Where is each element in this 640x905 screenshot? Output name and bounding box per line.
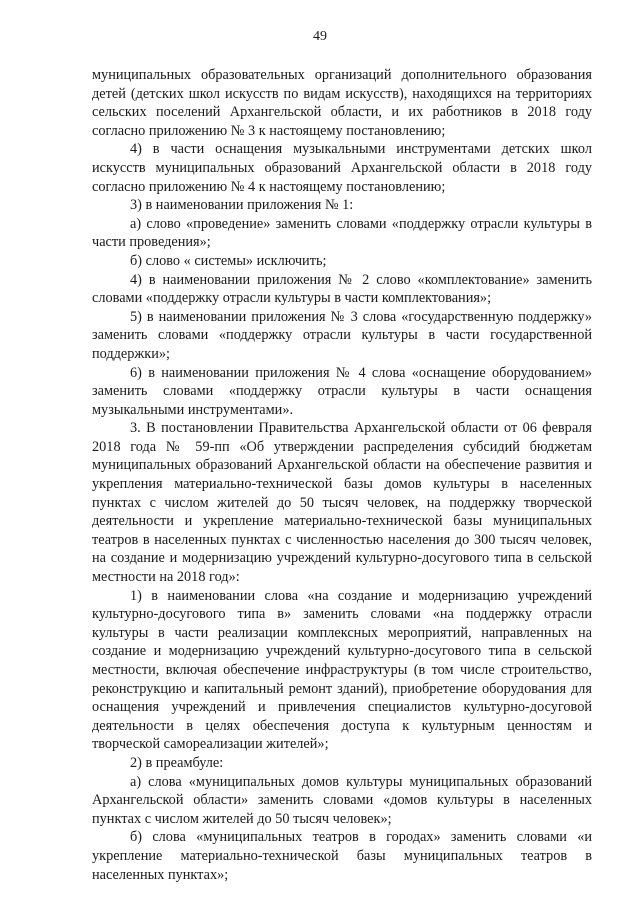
paragraph-item-5-appendix-3: 5) в наименовании приложения № 3 слова «государственную поддержку» заменить словами «поддержку отрасли культуры в части государственной поддержки»; xyxy=(92,308,592,362)
paragraph-subitem-a: а) слово «проведение» заменить словами «поддержку отрасли культуры в части проведения»; xyxy=(92,215,592,251)
paragraph-item-4-instruments: 4) в части оснащения музыкальными инструментами детских школ искусств муниципальных образований Архангельской области в 2018 году согласно приложению № 4 к настоящему постановлению; xyxy=(92,141,592,195)
paragraph-item-6-appendix-4: 6) в наименовании приложения № 4 слова «оснащение оборудованием» заменить словами «поддержку отрасли культуры в части оснащения музыкальными инструментами». xyxy=(92,364,592,418)
paragraph-section-3-subitem-a: а) слова «муниципальных домов культуры муниципальных образований Архангельской области» заменить словами «домов культуры в населенных пунктах с числом жителей до 50 тысяч человек»; xyxy=(92,773,592,827)
paragraph-section-3-subitem-b: б) слова «муниципальных театров в городах» заменить словами «и укрепление материально-технической базы муниципальных театров в населенных пунктах»; xyxy=(92,829,592,883)
paragraph-section-3-item-2: 2) в преамбуле: xyxy=(130,754,224,771)
document-body xyxy=(92,66,592,884)
paragraph-item-4-appendix-2: 4) в наименовании приложения № 2 слово «комплектование» заменить словами «поддержку отрасли культуры в части комплектования»; xyxy=(92,271,592,307)
paragraph-item-3-appendix-1: 3) в наименовании приложения № 1: xyxy=(130,197,354,214)
paragraph-continuation: муниципальных образовательных организаций дополнительного образования детей (детских школ искусств по видам искусств), находящихся на территориях сельских поселений Архангельской области, и их работников в 2018 году согласно приложению № 3 к настоящему постановлению; xyxy=(92,67,592,139)
page-number: 49 xyxy=(313,29,327,44)
paragraph-subitem-b: б) слово « системы» исключить; xyxy=(130,252,327,269)
paragraph-section-3: 3. В постановлении Правительства Архангельской области от 06 февраля 2018 года № 59-пп «Об утверждении распределения субсидий бюджетам муниципальных образований Архангельской области на обеспечение развития и укрепления материально-технической базы домов культуры в населенных пунктах с числом жителей до 50 тысяч человек, на поддержку творческой деятельности и укрепление материально-технической базы муниципальных театров в населенных пунктах с численностью населения до 300 тысяч человек, на создание и модернизацию учреждений культурно-досугового типа в сельской местности на 2018 год»: xyxy=(92,420,592,586)
paragraph-section-3-item-1: 1) в наименовании слова «на создание и модернизацию учреждений культурно-досугового типа в» заменить словами «на поддержку отрасли культуры в части реализации комплексных мероприятий, направленных на создание и модернизацию учреждений культурно-досугового типа в сельской местности, включая обеспечение инфраструктуры (в том числе строительство, реконструкцию и капитальный ремонт зданий), приобретение оборудования для оснащения учреждений и привлечения специалистов культурно-досуговой деятельности в целях обеспечения доступа к культурным ценностям и творческой самореализации жителей»; xyxy=(92,587,592,753)
